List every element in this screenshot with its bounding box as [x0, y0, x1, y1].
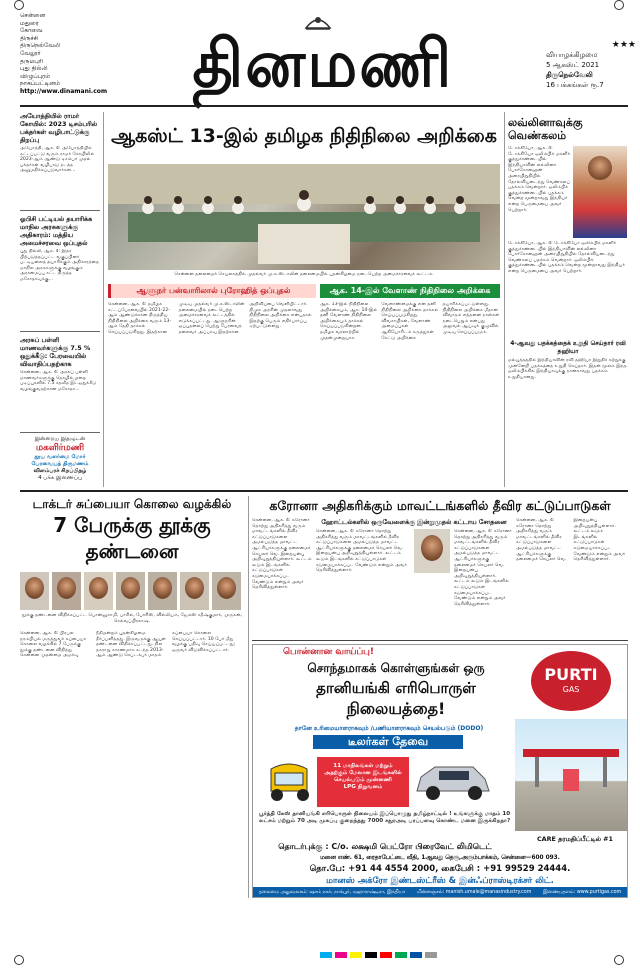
ad-top: பொன்னான வாய்ப்பு!: [283, 647, 374, 657]
lovlina-sub: 4-ஆவது பதக்கத்தைக் உறுதி செய்தார் ரவி தஹியா: [510, 340, 626, 355]
lead-body-right: ஆக. 13-இல் நிதிநிலை அறிக்கையும், ஆக. 14-இல் தனி வேளாண் நிதிநிலை அறிக்கையும் தாக்கல் செய்யப்படுகின்றன. தமிழக வரலாற்றில் முதன்முறையாக வேளாண்மைக்கு என தனி நிதிநிலை அறிக்கை தாக்கல் செய்யப்படுகிறது. விவசாயிகள், வேளாண் அமைப்புகள் ஆகியோரிடம் கருத்துகள் கேட்டு அறிக்கை தயாரிக்கப்பட்டுள்ளது. நிதிநிலை அறிக்கை மீதான விவாதம் எத்தனை நாள்கள் நடைபெறும் என்பது அலுவல் ஆய்வுக் குழுவில் முடிவு செய்யப்படும்.: [320, 302, 500, 341]
auto-rickshaw-icon: [263, 755, 315, 807]
ad-line3: நிலையத்தை!: [346, 699, 446, 718]
promo-label: இன்றைய இதழுடன்: [34, 436, 86, 442]
accused-photo: [148, 572, 177, 610]
inside-promo[interactable]: [20, 432, 100, 482]
lovlina-photo: [573, 146, 627, 238]
edition-item: புது தில்லி: [20, 65, 48, 73]
brief-headline: அயோத்தியில் ராமர் கோயில்: 2023 டிசம்பரில் பக்தர்கள் வழிபாட்டுக்கு திறப்பு: [20, 112, 98, 144]
ad-web[interactable]: இணையதளம்: www.purtigas.com: [542, 890, 622, 895]
ad-offer-line: செயல்படும் முன்னணி: [334, 777, 392, 783]
color-patch: [410, 952, 422, 958]
divider: [20, 210, 100, 211]
ad-wanted: டீலர்கள் தேவை: [313, 735, 463, 749]
edition-item: தருமபுரி: [20, 57, 44, 65]
edition-item: திருநெல்வேலி: [20, 42, 61, 50]
corona-body-1: சென்னை, ஆக. 4: கரோனா தொற்று அதிகரித்து வரும் மாவட்டங்களில் தீவிர கட்டுப்பாடுகளை அமல்படுத்த மாவட்ட ஆட்சியர்களுக்கு தலைமைச் செயலர் வெ. இறையன்பு அறிவுறுத்தியுள்ளார். கூட்டம் கூடும் இடங்களில் கட்டுப்பாடுகள் கடுமையாக்கப்பட வேண்டும் என்றும் அவர் தெரிவித்துள்ளார்.: [252, 518, 312, 591]
cabinet-meeting-photo: [108, 164, 500, 270]
ad-care-rating: CARE தரமதிப்பீட்டில் #1: [536, 835, 613, 843]
ad-dealer-line: தானே உரிமையாளராகவும் /பணியாளராகவும் செயல்படும் (DODO): [294, 725, 484, 732]
color-patch: [380, 952, 392, 958]
column-rule: [504, 112, 505, 487]
edition-city: திருநெல்வேலி: [546, 71, 593, 79]
ad-phone[interactable]: தொ.பே: +91 44 4554 2000, கைபேசி : +91 99529 24444.: [309, 864, 571, 874]
ad-line1: சொந்தமாகக் கொள்ளுங்கள் ஒரு: [307, 661, 485, 675]
page-count: 16 பக்கங்கள் ரூ.7: [546, 81, 604, 89]
ad-line2: தானியங்கி எரிபொருள்: [316, 679, 476, 697]
registration-mark: [14, 955, 24, 965]
accused-photo: [84, 572, 113, 610]
date: 5 ஆகஸ்ட் 2021: [546, 61, 600, 69]
column-rule: [103, 112, 104, 487]
color-patch: [335, 952, 347, 958]
registration-mark: [614, 0, 624, 10]
fuel-station-photo: [515, 719, 627, 831]
ad-address: மனை எண். 61, ரைதாபேட்டை வீதி, 1ஆவது தெரு,அரும்பாக்கம், சென்னை—600 093.: [320, 855, 560, 861]
color-patch: [365, 952, 377, 958]
accused-photo: [20, 572, 49, 610]
promo-sub: 4 பக்க இணைப்பு: [38, 475, 82, 481]
lead-headline: [108, 116, 500, 156]
edition-item: கோவை: [20, 27, 43, 35]
ad-contact-bar: [253, 841, 517, 853]
registration-mark: [614, 955, 624, 965]
ad-company: மானஸ் அக்ரோ இண்டஸ்ட்ரீஸ் & இன்ஃப்ராஸ்டிரக்சர் லிட்.: [326, 876, 554, 886]
lead-headline-text: ஆகஸ்ட் 13-இல் தமிழக நிதிநிலை அறிக்கை: [111, 125, 497, 147]
purti-logo: [531, 651, 611, 711]
ad-question: பூர்த்தி கேஸ் தானியங்கி எரிபொருள் நிலையம் இப்பொழுது தமிழ்நாட்டில் ! உங்களுக்கு மாதம் 10 லட்சம் மற்றும் 70 அடி முகப்பு குறைந்தது 7000 சதுரஅடி பரப்பளவு கொண்ட மனை இருக்கிறதா?: [259, 811, 511, 824]
brief-2: [20, 215, 100, 327]
trial-caption: தூக்கு தண்டனை விதிக்கப்பட்ட பொன்னுசாமி, பாசில், போரிஸ், வில்லியம், ஜேம்ஸ் சதீஷ்குமார், முருகன், செல்வப்பிரகாஷ்.: [21, 613, 243, 624]
edition-item: திருச்சி: [20, 34, 39, 42]
lead-photo-caption: சென்னை தலைமைச் செயலகத்தில் முதல்வர் மு.க.ஸ்டாலின் தலைமையில் புதன்கிழமை நடைபெற்ற அமைச்சரவைக் கூட்டம்.: [174, 272, 434, 277]
brief-body: சென்னை, ஆக. 4: அரசுப் பள்ளி மாணவர்களுக்கு தொழில்முறை படிப்புகளில் 7.5 சதவீத இடஒதுக்கீடு வழங்குவதற்கான மசோதா...: [20, 370, 97, 392]
lead-sub-right: [320, 284, 500, 298]
masthead-rule: [20, 105, 628, 107]
color-patch: [395, 952, 407, 958]
stars: ★★★: [611, 40, 636, 50]
accused-photo: [116, 572, 145, 610]
edition-item: மதுரை: [20, 19, 39, 27]
ad-footer: [253, 887, 627, 898]
ad-office: தலைமை அலுவலகம்: ஷாம் நகர், நாக்பூர், மஹாராஷ்டிரா, இந்தியா: [258, 890, 406, 895]
purti-logo-text: PURTI: [544, 665, 598, 684]
accused-photo: [180, 572, 209, 610]
color-patch: [350, 952, 362, 958]
edition-list: [20, 12, 108, 96]
promo-sub: தூய வளர்மை மோர் பேரவையத் திருமணம்: [31, 454, 89, 467]
divider: [20, 331, 100, 332]
trial-story: [20, 496, 244, 898]
left-briefs: [20, 112, 100, 487]
purti-logo-sub: GAS: [562, 685, 580, 694]
weekday: வியாழக்கிழமை: [546, 51, 598, 59]
ad-offer-line: அதற்கும் மேலான இடங்களில்: [324, 770, 402, 776]
corona-body-4: சென்னை, ஆக. 4: கரோனா தொற்று அதிகரித்து வரும் மாவட்டங்களில் தீவிர கட்டுப்பாடுகளை அமல்படுத்த மாவட்ட ஆட்சியர்களுக்கு தலைமைச் செயலர் வெ. இறையன்பு அறிவுறுத்தியுள்ளார். கூட்டம் கூடும் இடங்களில் கட்டுப்பாடுகள் கடுமையாக்கப்பட வேண்டும் என்றும் அவர் தெரிவித்துள்ளார்.: [516, 518, 626, 563]
dateline: [546, 40, 636, 90]
brief-3: [20, 336, 100, 426]
column-rule: [248, 496, 249, 898]
brief-body: புது தில்லி, ஆக. 4: இதர பிற்படுத்தப்பட்ட வகுப்பினர் பட்டியலைத் தயாரிக்கும் அதிகாரத்தை மாநில அரசுகளுக்கு வழங்கும் அரசமைப்பு சட்ட திருத்த மசோதாவுக்கு...: [20, 249, 99, 282]
contact-label: தொடர்புக்கு :: [278, 842, 329, 851]
trial-headline-top: டாக்டர் சுப்பையா கொலை வழக்கில்: [32, 497, 232, 511]
lead-sub-right-text: ஆக. 14-இல் வேளாண் நிதிநிலை அறிக்கை: [320, 284, 500, 298]
newspaper-title: தினமணி: [192, 25, 454, 102]
registration-mark: [14, 0, 24, 10]
lovlina-body-cont: டோக்கியோ, ஆக. 4: டோக்கியோ ஒலிம்பிக் மகளிர் குத்துச்சண்டையில் இந்தியாவின் லவ்லினா போர்கோஹைன் அரையிறுதியில் தோல்வியடைந்து வெண்கலப் பதக்கம் வென்றார். ஒலிம்பிக் குத்துச்சண்டையில் பதக்கம் வென்ற மூன்றாவது இந்தியர் என்ற பெருமையை அவர் பெற்றார்.: [508, 241, 625, 274]
lovlina-story: [508, 116, 628, 486]
edition-item: சென்னை: [20, 12, 46, 19]
lovlina-body: டோக்கியோ, ஆக. 4: டோக்கியோ ஒலிம்பிக் மகளிர் குத்துச்சண்டையில் இந்தியாவின் லவ்லினா போர்கோஹைன் அரையிறுதியில் தோல்வியடைந்து வெண்கலப் பதக்கம் வென்றார். ஒலிம்பிக் குத்துச்சண்டையில் பதக்கம் வென்ற மூன்றாவது இந்தியர் என்ற பெருமையை அவர் பெற்றார்.: [508, 146, 570, 213]
ad-offer-box: [317, 757, 409, 807]
site-url[interactable]: http://www.dinamani.com: [20, 87, 108, 95]
brief-headline: ஓபிசி பட்டியல் தயாரிக்க மாநில அரசுகளுக்கு அதிகாரம்: மத்திய அமைச்சரவை ஒப்புதல்: [20, 215, 93, 247]
lead-body-left: சென்னை, ஆக. 4: தமிழக சட்டப்பேரவையில் 2021-22-ஆம் ஆண்டுக்கான திருத்திய நிதிநிலை அறிக்கை வரும் 13-ஆம் தேதி தாக்கல் செய்யப்படுகிறது. இதற்கான முடிவு முதல்வர் மு.க.ஸ்டாலின் தலைமையில் நடைபெற்ற அமைச்சரவைக் கூட்டத்தில் எடுக்கப்பட்டது. ஆளுநரின் ஒப்புதலைப் பெற்று பேரவைத் தலைவர் அப்பாவு இதற்கான அறிவிப்பை வெளியிட்டார். திமுக அரசின் முதலாவது நிதிநிலை அறிக்கை என்பதால் இதற்கு பெரும் எதிர்பார்ப்பு ஏற்பட்டுள்ளது.: [108, 302, 312, 335]
lead-sub-left: [108, 284, 316, 298]
section-rule: [20, 490, 628, 492]
corona-body-3: சென்னை, ஆக. 4: கரோனா தொற்று அதிகரித்து வரும் மாவட்டங்களில் தீவிர கட்டுப்பாடுகளை அமல்படுத்த மாவட்ட ஆட்சியர்களுக்கு தலைமைச் செயலர் வெ. இறையன்பு அறிவுறுத்தியுள்ளார். கூட்டம் கூடும் இடங்களில் கட்டுப்பாடுகள் கடுமையாக்கப்பட வேண்டும் என்றும் அவர் தெரிவித்துள்ளார்.: [454, 529, 512, 607]
accused-photo: [52, 572, 81, 610]
edition-item: வேலூர்: [20, 49, 41, 57]
edition-item: நாகப்பட்டினம்: [20, 80, 60, 88]
color-patch: [320, 952, 332, 958]
lovlina-body2: மல்யுத்தத்தில் இந்தியாவின் ரவி தஹியா இறுதிச் சுற்றுக்கு முன்னேறி பதக்கத்தை உறுதி செய்தார். இதன் மூலம் இந்த ஒலிம்பிக்கில் இந்தியாவுக்கு நான்காவது பதக்கம் உறுதியானது.: [508, 358, 627, 380]
corona-sub-text: ஹோட்டல்களில் ஒருவேளைக்கு இன்றுமுதல் கட்டாய சோதனை: [321, 518, 507, 526]
official-photo: [414, 529, 450, 573]
ad-offer-line: 11 மாநிலங்கள் மற்றும்: [333, 763, 393, 769]
promo-title: மகளிர்மணி: [35, 443, 85, 453]
corona-sub: [316, 518, 512, 629]
ad-offer-line: LPG நிறுவனம்: [343, 784, 383, 790]
lead-sub-left-text: ஆளுநர் பன்வாரிலால் புரோஹித் ஒப்புதல்: [136, 286, 291, 295]
color-patch: [425, 952, 437, 958]
brief-body: அயோத்தி, ஆக. 4: அயோத்தியில் கட்டப்பட்டு வரும் ராமர் கோயிலில் 2023-ஆம் ஆண்டு டிசம்பர் முதல் பக்தர்கள் வழிபாடு நடத்த அனுமதிக்கப்படுவார்கள்...: [20, 146, 95, 174]
ad-email[interactable]: மின்னஞ்சல்: manish.umale@manasindustry.com: [416, 890, 532, 895]
brief-1: [20, 112, 100, 206]
ad-top-rule: [252, 640, 628, 641]
color-registration-bar: [320, 952, 437, 960]
purti-gas-ad[interactable]: [252, 644, 628, 898]
accused-photo: [212, 572, 241, 610]
trial-headline: 7 பேருக்கு தூக்கு தண்டனை: [53, 513, 211, 563]
edition-item: விழுப்புரம்: [20, 72, 51, 80]
contact-name: C/o. லக்ஷமி பெட்ரோ பிரைவேட் லிமிடெட்: [331, 842, 492, 851]
promo-sub: விளம்பரச் சிறப்பிதழ்: [33, 468, 87, 474]
car-icon: [413, 759, 493, 805]
trial-body: சென்னை, ஆக. 4: பிரபல நரம்பியல் மருத்துவர் சுப்பையா கொலை வழக்கில் 7 பேருக்கு தூக்கு தண்டனை விதித்து சென்னை முதன்மை அமர்வு நீதிமன்றம் புதன்கிழமை தீர்ப்பளித்தது. இருவருக்கு ஆயுள் தண்டனை விதிக்கப்பட்டது. நில தகராறு காரணமாக கடந்த 2013-ஆம் ஆண்டு செப்டம்பர் மாதம் சுப்பையா கொலை செய்யப்பட்டார். 10 பேர் மீது வழக்கு பதிவு செய்யப்பட்டது; ஒருவர் விடுவிக்கப்பட்டார்.: [20, 631, 236, 659]
brief-headline: அரசுப் பள்ளி மாணவர்களுக்கு 7.5 % ஒதுக்கீடு: பேரவையில் விவாதிப்பதற்காக: [20, 336, 91, 368]
accused-photos: [20, 572, 244, 610]
lovlina-headline: லவ்லினாவுக்கு வெண்கலம்: [508, 116, 583, 142]
corona-body-2: சென்னை, ஆக. 4: கரோனா தொற்று அதிகரித்து வரும் மாவட்டங்களில் தீவிர கட்டுப்பாடுகளை அமல்படுத்த மாவட்ட ஆட்சியர்களுக்கு தலைமைச் செயலர் வெ. இறையன்பு அறிவுறுத்தியுள்ளார். கூட்டம் கூடும் இடங்களில் கட்டுப்பாடுகள் கடுமையாக்கப்பட வேண்டும் என்றும் அவர் தெரிவித்துள்ளார்.: [316, 529, 407, 574]
corona-headline: கரோனா அதிகரிக்கும் மாவட்டங்களில் தீவிர கட்டுப்பாடுகள்: [269, 498, 611, 513]
